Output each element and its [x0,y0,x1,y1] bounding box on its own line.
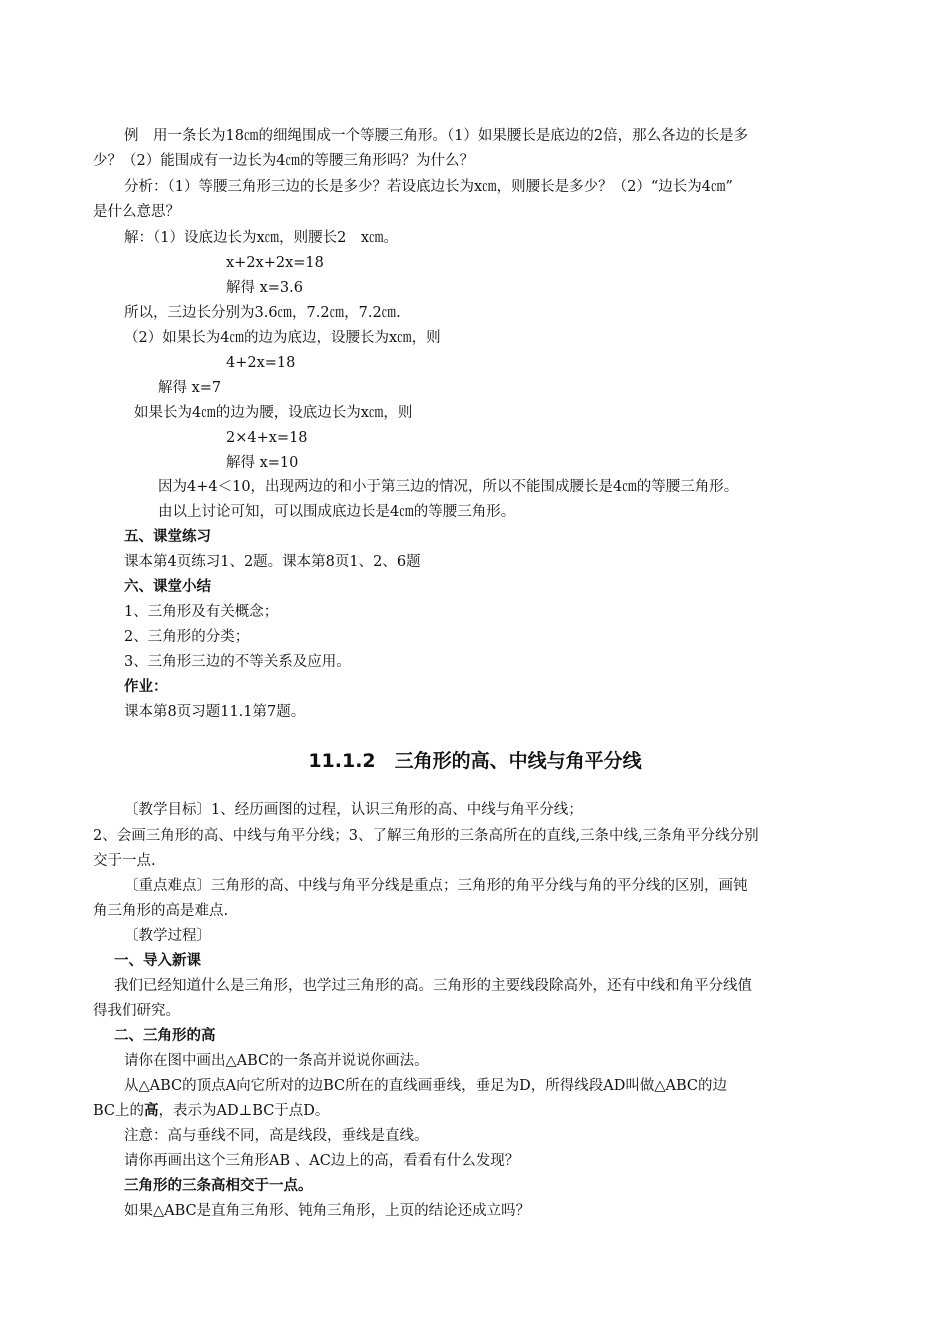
height-line-3c: ，表示为AD⊥BC于点D。 [158,1103,330,1119]
result-1: 解得 x=3.6 [226,280,303,296]
goals-line-3: 交于一点. [93,853,156,869]
height-line-1: 请你在图中画出△ABC的一条高并说说你画法。 [124,1053,429,1069]
height-line-7: 如果△ABC是直角三角形、钝角三角形，上页的结论还成立吗？ [124,1203,531,1219]
intro-line-1: 我们已经知道什么是三角形，也学过三角形的高。三角形的主要线段除高外，还有中线和角平分线值 [114,978,752,994]
conclusion-1: 所以，三边长分别为3.6㎝，7.2㎝，7.2㎝. [124,305,401,321]
equation-2: 4+2x=18 [226,355,296,371]
homework-text: 课本第8页习题11.1第7题。 [124,704,306,720]
final-conclusion: 由以上讨论可知，可以围成底边长是4㎝的等腰三角形。 [158,504,516,520]
key-label: 〔重点难点〕 [124,878,211,894]
height-line-2: 从△ABC的顶点A向它所对的边BC所在的直线画垂线，垂足为D，所得线段AD叫做△ABC的边 [124,1078,727,1094]
key-text: 三角形的高、中线与角平分线是重点；三角形的角平分线与角的平分线的区别，画钝 [211,878,748,894]
practice-heading: 五、课堂练习 [124,529,211,545]
height-heading: 二、三角形的高 [114,1028,216,1044]
note: 注意：高与垂线不同，高是线段，垂线是直线。 [124,1128,429,1144]
result-2: 解得 x=7 [158,380,222,396]
homework-heading: 作业： [124,679,168,695]
summary-item-2: 2、三角形的分类； [124,629,250,645]
summary-item-3: 3、三角形三边的不等关系及应用。 [124,654,351,670]
solution-part-3: 如果长为4㎝的边为腰，设底边长为x㎝，则 [134,405,413,421]
height-line-3a: BC上的 [93,1103,145,1119]
example-line-2: 少？（2）能围成有一边长为4㎝的等腰三角形吗？为什么？ [93,153,474,169]
key-line-2: 角三角形的高是难点. [93,903,229,919]
reasoning: 因为4+4＜10，出现两边的和小于第三边的情况，所以不能围成腰长是4㎝的等腰三角形。 [158,479,739,495]
equation-3: 2×4+x=18 [226,430,308,446]
height-line-5: 请你再画出这个三角形AB 、AC边上的高，看看有什么发现？ [124,1153,520,1169]
analysis-line-1: 分析：（1）等腰三角形三边的长是多少？若设底边长为x㎝，则腰长是多少？（2）“边长为4㎝” [124,179,733,195]
analysis-line-2: 是什么意思？ [93,204,180,220]
process-label: 〔教学过程〕 [124,928,211,944]
intro-heading: 一、导入新课 [114,953,201,969]
equation-1: x+2x+2x=18 [226,255,324,271]
height-conclusion: 三角形的三条高相交于一点。 [124,1178,313,1194]
key-points [124,876,748,896]
height-term: 高 [144,1102,159,1119]
teaching-goals [124,800,583,820]
solution-part-2: （2）如果长为4㎝的边为底边，设腰长为x㎝，则 [124,330,441,346]
goals-text: 1、经历画图的过程，认识三角形的高、中线与角平分线； [211,802,583,818]
goals-line-2: 2、会画三角形的高、中线与角平分线；3、了解三角形的三条高所在的直线,三条中线,三条角平分线分别 [93,828,759,844]
height-line-3 [93,1101,329,1121]
goals-label: 〔教学目标〕 [124,802,211,818]
result-3: 解得 x=10 [226,455,299,471]
section-title: 11.1.2 三角形的高、中线与角平分线 [308,750,642,772]
summary-heading: 六、课堂小结 [124,579,211,595]
summary-item-1: 1、三角形及有关概念； [124,604,279,620]
example-line-1: 例 用一条长为18㎝的细绳围成一个等腰三角形。（1）如果腰长是底边的2倍，那么各边的长是多 [124,128,749,144]
intro-line-2: 得我们研究。 [93,1003,180,1019]
practice-text: 课本第4页练习1、2题。课本第8页1、2、6题 [124,554,421,570]
solution-part-1: 解：（1）设底边长为x㎝，则腰长2 x㎝。 [124,230,399,246]
